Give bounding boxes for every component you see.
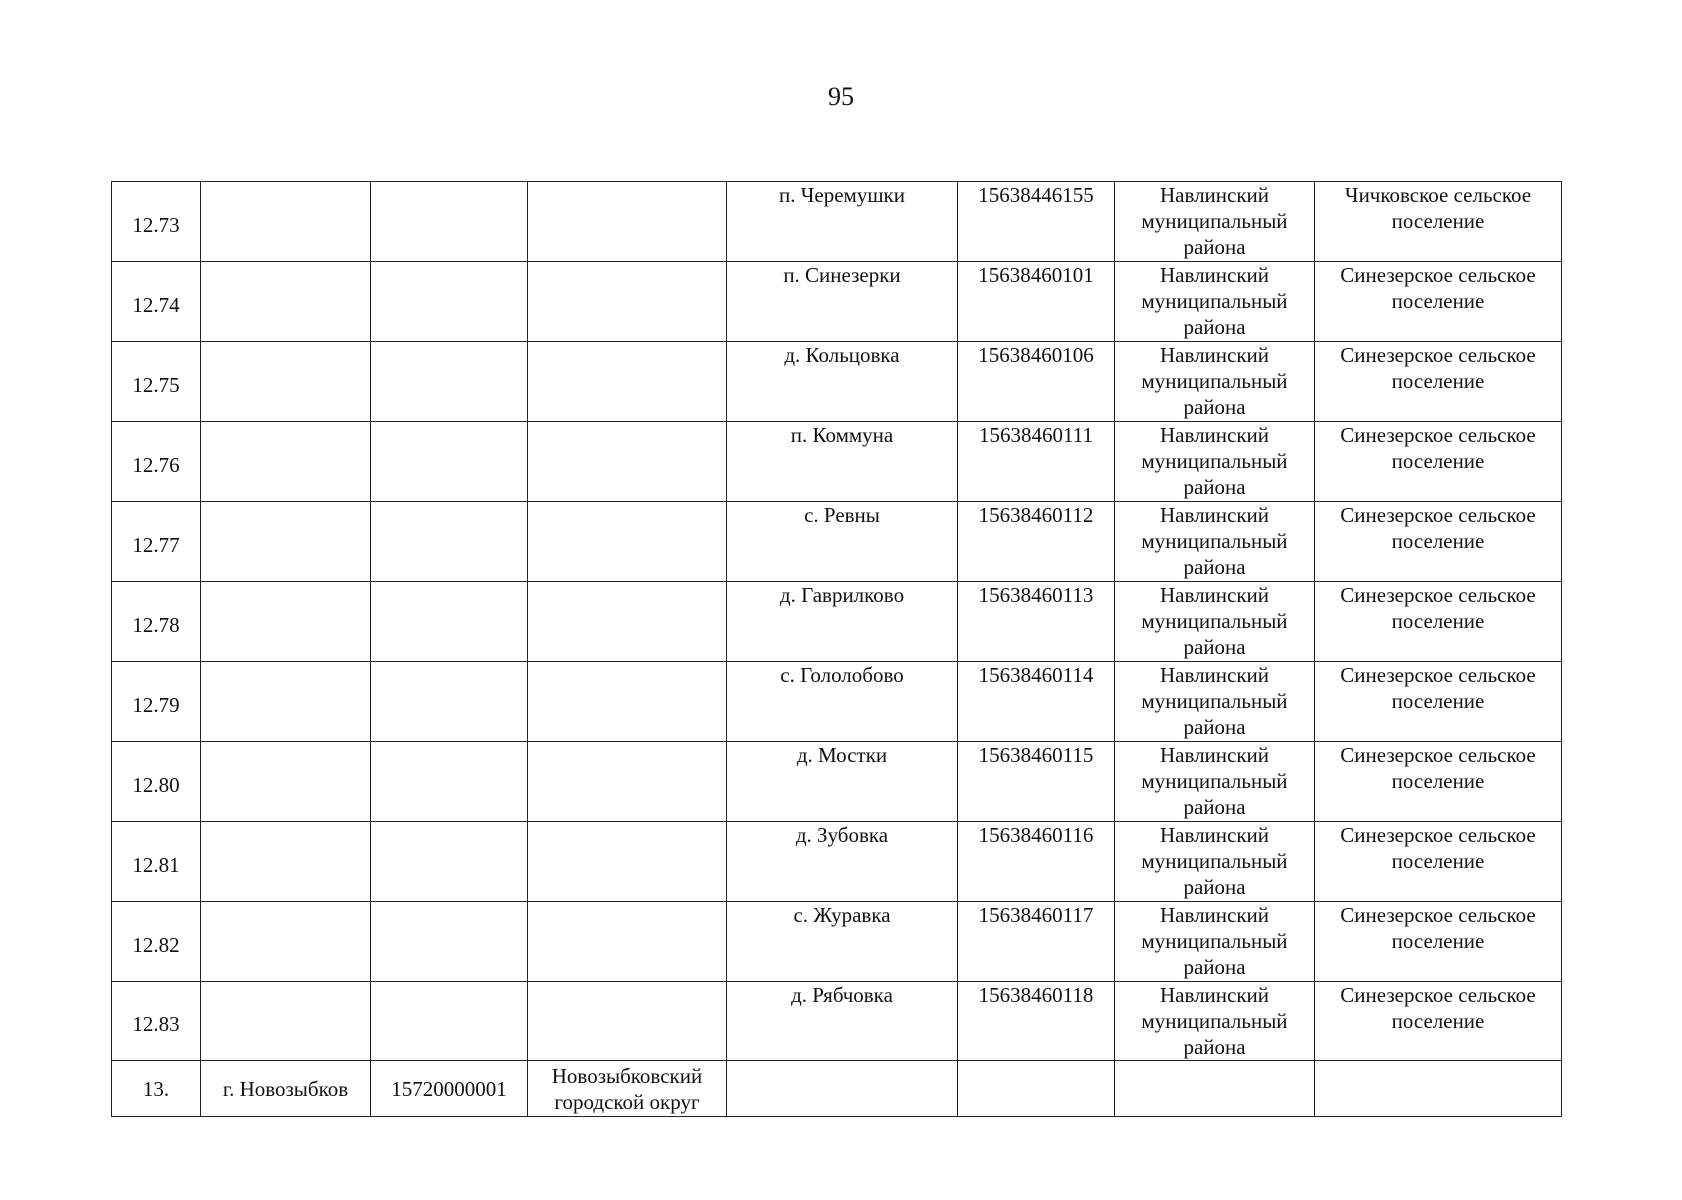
row-number: 12.75: [112, 342, 201, 422]
settlement-name: д. Рябчовка: [727, 982, 958, 1061]
settlement-name: д. Мостки: [727, 742, 958, 822]
settlements-table: [111, 181, 1562, 1117]
settlement-name: с. Гололобово: [727, 662, 958, 742]
oktmo-code: 15638460116: [958, 822, 1115, 902]
municipality-name: Синезерское сельское поселение: [1315, 822, 1562, 902]
empty-cell: [1315, 1061, 1562, 1117]
empty-cell: [201, 422, 371, 502]
empty-cell: [371, 422, 528, 502]
table-row: [112, 502, 1562, 582]
settlement-name: д. Зубовка: [727, 822, 958, 902]
row-number: 12.76: [112, 422, 201, 502]
empty-cell: [528, 502, 727, 582]
settlement-name: с. Журавка: [727, 902, 958, 982]
empty-cell: [371, 662, 528, 742]
municipality-name: Синезерское сельское поселение: [1315, 902, 1562, 982]
row-number: 12.74: [112, 262, 201, 342]
municipality-name: Синезерское сельское поселение: [1315, 422, 1562, 502]
empty-cell: [528, 342, 727, 422]
empty-cell: [371, 902, 528, 982]
table-row: [112, 822, 1562, 902]
empty-cell: [201, 182, 371, 262]
district-name: Навлинский муниципальный района: [1115, 422, 1315, 502]
municipality-name: Синезерское сельское поселение: [1315, 982, 1562, 1061]
empty-cell: [201, 262, 371, 342]
settlement-name: п. Черемушки: [727, 182, 958, 262]
empty-cell: [528, 742, 727, 822]
empty-cell: [528, 662, 727, 742]
empty-cell: [528, 262, 727, 342]
empty-cell: [371, 742, 528, 822]
city-district-name: Новозыбковский городской округ: [528, 1061, 727, 1117]
district-name: Навлинский муниципальный района: [1115, 502, 1315, 582]
empty-cell: [201, 902, 371, 982]
municipality-name: Синезерское сельское поселение: [1315, 582, 1562, 662]
table-row: [112, 662, 1562, 742]
empty-cell: [528, 902, 727, 982]
table-row: [112, 902, 1562, 982]
row-number: 12.73: [112, 182, 201, 262]
district-name: Навлинский муниципальный района: [1115, 342, 1315, 422]
oktmo-code: 15638460114: [958, 662, 1115, 742]
district-name: Навлинский муниципальный района: [1115, 982, 1315, 1061]
table-row: [112, 982, 1562, 1061]
empty-cell: [201, 742, 371, 822]
empty-cell: [371, 982, 528, 1061]
empty-cell: [371, 262, 528, 342]
row-number: 12.78: [112, 582, 201, 662]
row-number: 13.: [112, 1061, 201, 1117]
empty-cell: [528, 982, 727, 1061]
table-row-city: [112, 1061, 1562, 1117]
empty-cell: [201, 822, 371, 902]
table-row: [112, 342, 1562, 422]
district-name: Навлинский муниципальный района: [1115, 822, 1315, 902]
oktmo-code: 15638460106: [958, 342, 1115, 422]
empty-cell: [201, 982, 371, 1061]
oktmo-code: 15638460113: [958, 582, 1115, 662]
district-name: Навлинский муниципальный района: [1115, 662, 1315, 742]
empty-cell: [201, 582, 371, 662]
oktmo-code: 15638460112: [958, 502, 1115, 582]
empty-cell: [371, 342, 528, 422]
city-name: г. Новозыбков: [201, 1061, 371, 1117]
municipality-name: Чичковское сельское поселение: [1315, 182, 1562, 262]
table-row: [112, 422, 1562, 502]
row-number: 12.80: [112, 742, 201, 822]
empty-cell: [371, 182, 528, 262]
empty-cell: [528, 582, 727, 662]
district-name: Навлинский муниципальный района: [1115, 262, 1315, 342]
district-name: Навлинский муниципальный района: [1115, 182, 1315, 262]
row-number: 12.79: [112, 662, 201, 742]
settlement-name: п. Коммуна: [727, 422, 958, 502]
empty-cell: [727, 1061, 958, 1117]
empty-cell: [371, 822, 528, 902]
empty-cell: [371, 582, 528, 662]
table-row: [112, 182, 1562, 262]
empty-cell: [371, 502, 528, 582]
row-number: 12.77: [112, 502, 201, 582]
empty-cell: [201, 502, 371, 582]
municipality-name: Синезерское сельское поселение: [1315, 662, 1562, 742]
row-number: 12.83: [112, 982, 201, 1061]
table-body: [112, 182, 1562, 1117]
settlement-name: д. Гаврилково: [727, 582, 958, 662]
municipality-name: Синезерское сельское поселение: [1315, 262, 1562, 342]
municipality-name: Синезерское сельское поселение: [1315, 502, 1562, 582]
table-row: [112, 742, 1562, 822]
page-number: 95: [828, 82, 854, 111]
oktmo-code: 15638460117: [958, 902, 1115, 982]
row-number: 12.81: [112, 822, 201, 902]
oktmo-code: 15638460118: [958, 982, 1115, 1061]
empty-cell: [528, 422, 727, 502]
oktmo-code: 15638446155: [958, 182, 1115, 262]
oktmo-code: 15638460111: [958, 422, 1115, 502]
municipality-name: Синезерское сельское поселение: [1315, 342, 1562, 422]
settlement-name: п. Синезерки: [727, 262, 958, 342]
district-name: Навлинский муниципальный района: [1115, 742, 1315, 822]
district-name: Навлинский муниципальный района: [1115, 902, 1315, 982]
empty-cell: [528, 822, 727, 902]
empty-cell: [201, 342, 371, 422]
settlement-name: с. Ревны: [727, 502, 958, 582]
table-row: [112, 582, 1562, 662]
oktmo-code: 15638460101: [958, 262, 1115, 342]
empty-cell: [528, 182, 727, 262]
row-number: 12.82: [112, 902, 201, 982]
district-name: Навлинский муниципальный района: [1115, 582, 1315, 662]
settlement-name: д. Кольцовка: [727, 342, 958, 422]
city-oktmo-code: 15720000001: [371, 1061, 528, 1117]
empty-cell: [1115, 1061, 1315, 1117]
oktmo-code: 15638460115: [958, 742, 1115, 822]
empty-cell: [958, 1061, 1115, 1117]
empty-cell: [201, 662, 371, 742]
municipality-name: Синезерское сельское поселение: [1315, 742, 1562, 822]
table-row: [112, 262, 1562, 342]
